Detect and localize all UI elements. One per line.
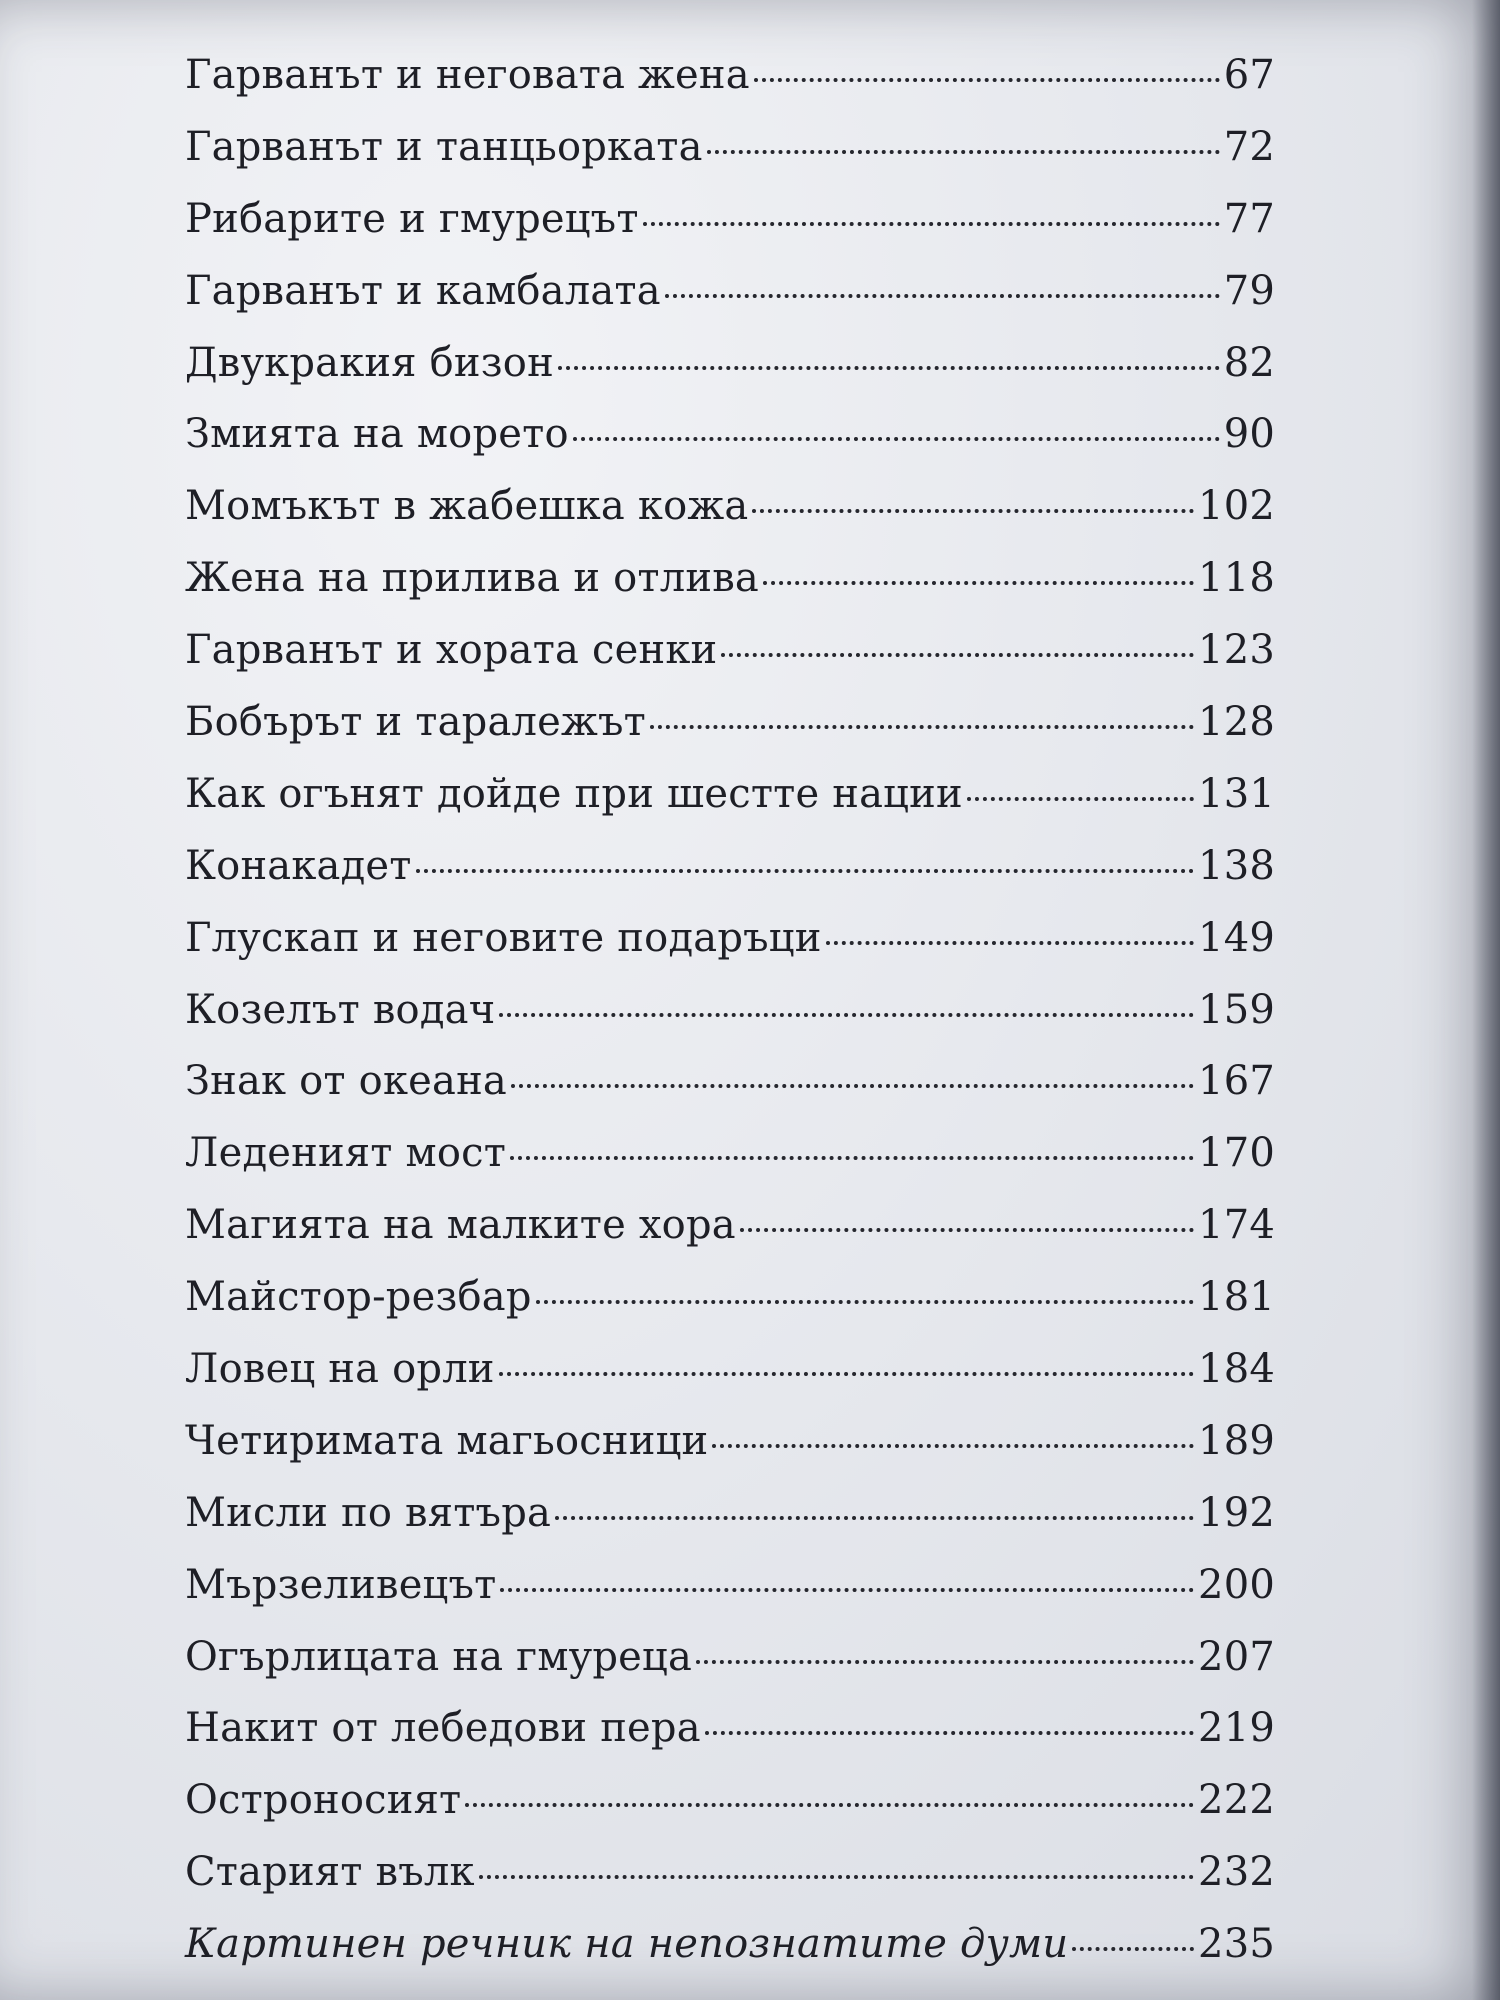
toc-entry: [185, 555, 1275, 627]
toc-entry-page-number: 82: [1223, 339, 1275, 386]
dot-leader: [754, 78, 1220, 82]
dot-leader: [511, 1084, 1194, 1088]
toc-entry: [185, 1634, 1275, 1706]
toc-entry: [185, 1130, 1275, 1202]
toc-entry-title: Старият вълк: [185, 1849, 475, 1896]
toc-entry-page-number: 72: [1223, 123, 1275, 170]
toc-entry: [185, 1921, 1275, 1993]
dot-leader: [558, 366, 1220, 370]
toc-entry-page-number: 184: [1198, 1346, 1275, 1393]
toc-entry-title: Картинен речник на непознатите думи: [185, 1921, 1069, 1968]
dot-leader: [665, 294, 1220, 298]
dot-leader: [573, 437, 1220, 441]
toc-entry-title: Гарванът и танцьорката: [185, 123, 703, 170]
dot-leader: [510, 1156, 1194, 1160]
toc-entry-title: Как огънят дойде при шестте нации: [185, 770, 963, 817]
page-edge-shadow: [1472, 0, 1500, 2000]
toc-entry-title: Змията на морето: [185, 411, 569, 458]
toc-entry: [185, 1705, 1275, 1777]
dot-leader: [721, 653, 1194, 657]
toc-entry-page-number: 149: [1198, 914, 1275, 961]
toc-entry: [185, 411, 1275, 483]
toc-entry-title: Двукракия бизон: [185, 339, 554, 386]
toc-entry-page-number: 79: [1223, 267, 1275, 314]
toc-entry: [185, 340, 1275, 412]
dot-leader: [643, 222, 1220, 226]
toc-entry-title: Жена на прилива и отлива: [185, 555, 759, 602]
toc-entry-page-number: 67: [1223, 52, 1275, 98]
toc-entry-title: Магията на малките хора: [185, 1202, 736, 1249]
toc-entry: [185, 1058, 1275, 1130]
toc-entry-page-number: 77: [1223, 195, 1275, 242]
toc-entry-title: Рибарите и гмурецът: [185, 195, 639, 242]
toc-entry-page-number: 131: [1198, 770, 1275, 817]
toc-entry-title: Огърлицата на гмуреца: [185, 1633, 693, 1680]
toc-entry: [185, 627, 1275, 699]
toc-entry-title: Знак от океана: [185, 1058, 507, 1105]
toc-entry-title: Майстор-резбар: [185, 1274, 532, 1321]
toc-entry-title: Леденият мост: [185, 1130, 507, 1177]
toc-entry-title: Гарванът и неговата жена: [185, 52, 750, 98]
dot-leader: [465, 1803, 1194, 1807]
toc-entry: [185, 915, 1275, 987]
toc-entry: [185, 843, 1275, 915]
dot-leader: [740, 1228, 1194, 1232]
toc-entry-page-number: 181: [1198, 1274, 1275, 1321]
toc-entry-page-number: 102: [1198, 483, 1275, 530]
toc-entry-page-number: 200: [1198, 1561, 1275, 1608]
dot-leader: [650, 725, 1194, 729]
toc-entry-page-number: 222: [1198, 1777, 1275, 1824]
toc-entry: [185, 1202, 1275, 1274]
toc-entry-title: Момъкът в жабешка кожа: [185, 483, 749, 530]
toc-entry-title: Накит от лебедови пера: [185, 1705, 701, 1752]
dot-leader: [1072, 1947, 1194, 1951]
toc-entry-title: Гарванът и камбалата: [185, 267, 661, 314]
toc-entry-title: Мързеливецът: [185, 1561, 497, 1608]
toc-entry: [185, 1562, 1275, 1634]
toc-entry-page-number: 128: [1198, 699, 1275, 746]
toc-entry: [185, 52, 1275, 124]
toc-entry-page-number: 123: [1198, 627, 1275, 674]
toc-entry: [185, 699, 1275, 771]
table-of-contents: [185, 52, 1275, 1993]
dot-leader: [536, 1300, 1194, 1304]
toc-entry-page-number: 118: [1198, 555, 1275, 602]
toc-entry-title: Бобърът и таралежът: [185, 699, 646, 746]
dot-leader: [416, 869, 1194, 873]
dot-leader: [826, 941, 1194, 945]
toc-entry: [185, 1490, 1275, 1562]
toc-entry-title: Козелът водач: [185, 986, 496, 1033]
toc-entry-page-number: 232: [1198, 1849, 1275, 1896]
dot-leader: [763, 581, 1194, 585]
dot-leader: [696, 1660, 1194, 1664]
toc-entry: [185, 1274, 1275, 1346]
toc-entry-page-number: 174: [1198, 1202, 1275, 1249]
toc-entry-page-number: 235: [1198, 1921, 1275, 1968]
toc-entry-page-number: 219: [1198, 1705, 1275, 1752]
toc-entry-page-number: 167: [1198, 1058, 1275, 1105]
toc-entry: [185, 771, 1275, 843]
toc-entry: [185, 1346, 1275, 1418]
dot-leader: [712, 1444, 1194, 1448]
toc-entry-page-number: 207: [1198, 1633, 1275, 1680]
dot-leader: [705, 1731, 1194, 1735]
toc-entry-page-number: 90: [1223, 411, 1275, 458]
toc-entry: [185, 483, 1275, 555]
dot-leader: [500, 1588, 1194, 1592]
toc-entry: [185, 1777, 1275, 1849]
toc-entry: [185, 987, 1275, 1059]
toc-entry-title: Гарванът и хората сенки: [185, 627, 718, 674]
toc-entry-title: Конакадет: [185, 842, 412, 889]
toc-entry-title: Глускап и неговите подаръци: [185, 914, 822, 961]
dot-leader: [499, 1013, 1194, 1017]
toc-entry-title: Ловец на орли: [185, 1346, 495, 1393]
toc-entry-title: Четиримата магьосници: [185, 1417, 709, 1464]
toc-entry-page-number: 192: [1198, 1489, 1275, 1536]
toc-entry-page-number: 189: [1198, 1417, 1275, 1464]
toc-entry-page-number: 170: [1198, 1130, 1275, 1177]
toc-entry: [185, 124, 1275, 196]
toc-entry: [185, 268, 1275, 340]
toc-entry-title: Мисли по вятъра: [185, 1489, 552, 1536]
dot-leader: [555, 1516, 1194, 1520]
toc-entry-page-number: 138: [1198, 842, 1275, 889]
dot-leader: [479, 1875, 1194, 1879]
dot-leader: [707, 150, 1220, 154]
toc-entry-title: Остроносият: [185, 1777, 462, 1824]
dot-leader: [752, 509, 1194, 513]
toc-entry-page-number: 159: [1198, 986, 1275, 1033]
dot-leader: [967, 797, 1194, 801]
toc-entry: [185, 1418, 1275, 1490]
toc-entry: [185, 196, 1275, 268]
toc-entry: [185, 1849, 1275, 1921]
dot-leader: [499, 1372, 1194, 1376]
